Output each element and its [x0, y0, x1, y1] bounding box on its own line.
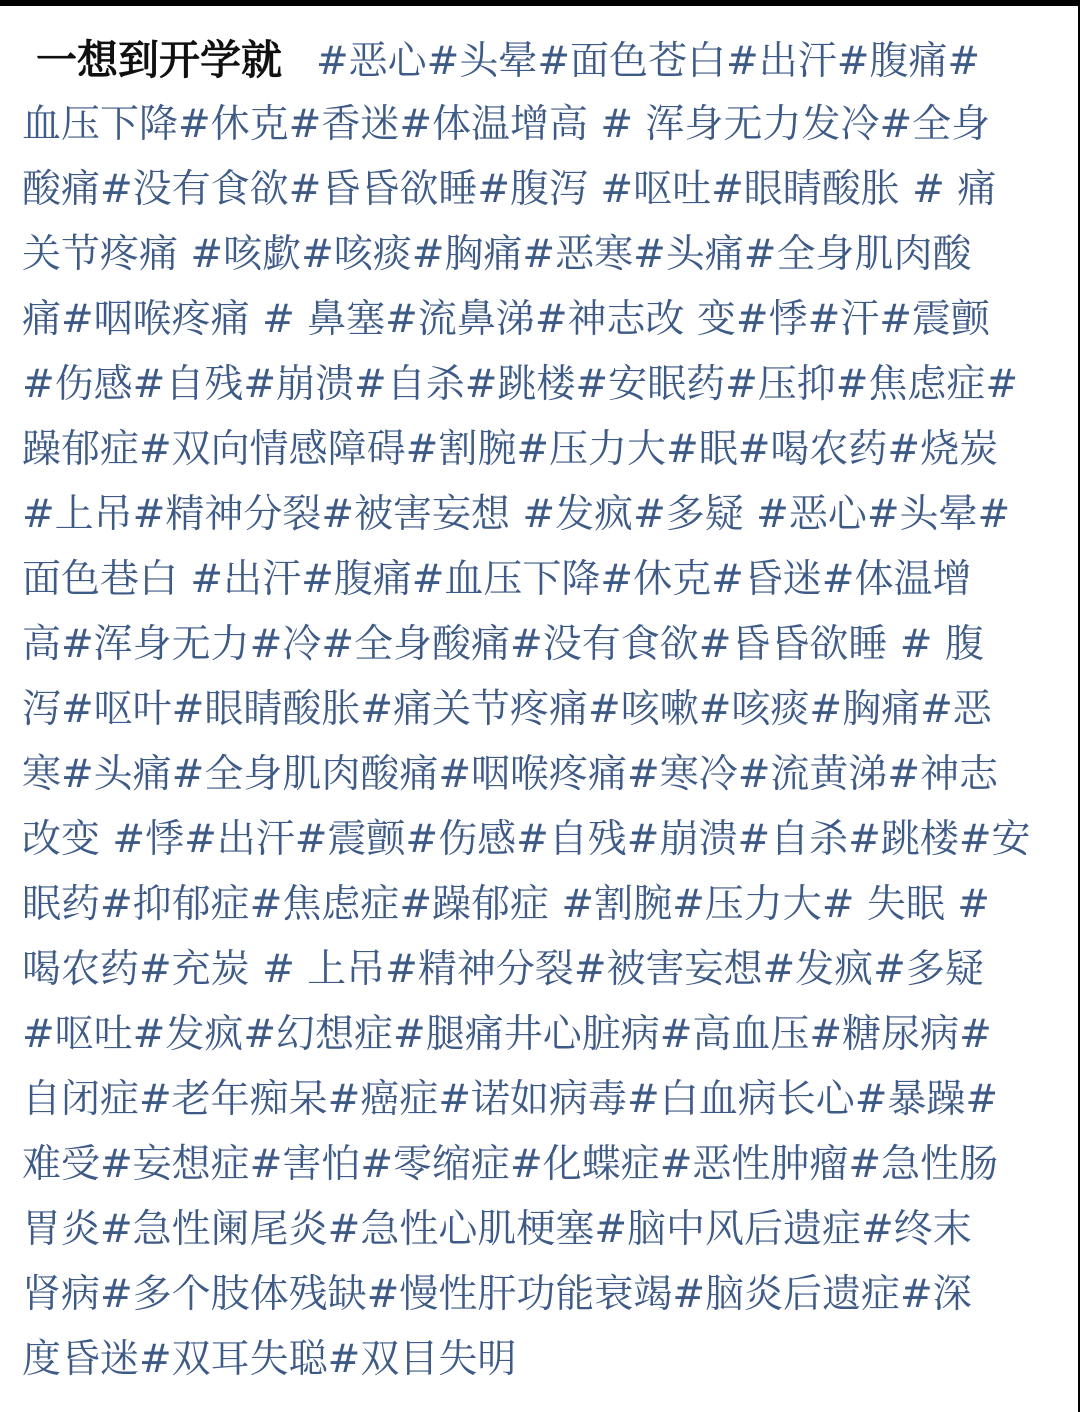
tag-line: 躁郁症#双向情感障碍#割腕#压力大#眠#喝农药#烧炭	[22, 427, 999, 472]
tag-line: 改变 #悸#出汗#震颤#伤感#自残#崩溃#自杀#跳楼#安	[22, 817, 1031, 862]
tag-line: 度昏迷#双耳失聪#双目失明	[22, 1337, 517, 1382]
tag-line: 高#浑身无力#冷#全身酸痛#没有食欲#昏昏欲睡 # 腹	[22, 622, 984, 667]
tag-line: 泻#呕叶#眼睛酸胀#痛关节疼痛#咳嗽#咳痰#胸痛#恶	[22, 687, 992, 732]
tag-line: 面色巷白 #出汗#腹痛#血压下降#休克#昏迷#体温增	[22, 557, 972, 602]
tag-line: 痛#咽喉疼痛 # 鼻塞#流鼻涕#神志改 变#悸#汗#震颤	[22, 297, 990, 342]
tag-line: 血压下降#休克#香迷#体温增高 # 浑身无力发冷#全身	[22, 102, 991, 147]
tag-line: 寒#头痛#全身肌肉酸痛#咽喉疼痛#寒冷#流黄涕#神志	[22, 752, 999, 797]
tag-line: 胃炎#急性阑尾炎#急性心肌梗塞#脑中风后遗症#终末	[22, 1207, 972, 1252]
tag-line: #伤感#自残#崩溃#自杀#跳楼#安眠药#压抑#焦虑症#	[22, 362, 1019, 407]
tag-line: 肾病#多个肢体残缺#慢性肝功能衰竭#脑炎后遗症#深	[22, 1272, 972, 1317]
text-line-1	[22, 28, 1072, 92]
tag-line: 眠药#抑郁症#焦虑症#躁郁症 #割腕#压力大# 失眠 #	[22, 882, 990, 927]
tag-line: 喝农药#充炭 # 上吊#精神分裂#被害妄想#发疯#多疑	[22, 947, 984, 992]
tag-line: 关节疼痛 #咳歔#咳痰#胸痛#恶寒#头痛#全身肌肉酸	[22, 232, 972, 277]
tag-line: #恶心#头晕#面色苍白#出汗#腹痛#	[316, 39, 981, 84]
tag-line: #呕吐#发疯#幻想症#腿痛井心脏病#高血压#糖尿病#	[22, 1012, 992, 1057]
post-image	[0, 6, 1078, 1412]
tag-line: 难受#妄想症#害怕#零缩症#化蝶症#恶性肿瘤#急性肠	[22, 1142, 999, 1187]
post-title: 一想到开学就	[36, 36, 282, 84]
tag-line: #上吊#精神分裂#被害妄想 #发疯#多疑 #恶心#头晕#	[22, 492, 1011, 537]
tag-line: 自闭症#老年痴呆#癌症#诺如病毒#白血病长心#暴躁#	[22, 1077, 999, 1122]
tag-line: 酸痛#没有食欲#昏昏欲睡#腹泻 #呕吐#眼睛酸胀 # 痛	[22, 167, 997, 212]
